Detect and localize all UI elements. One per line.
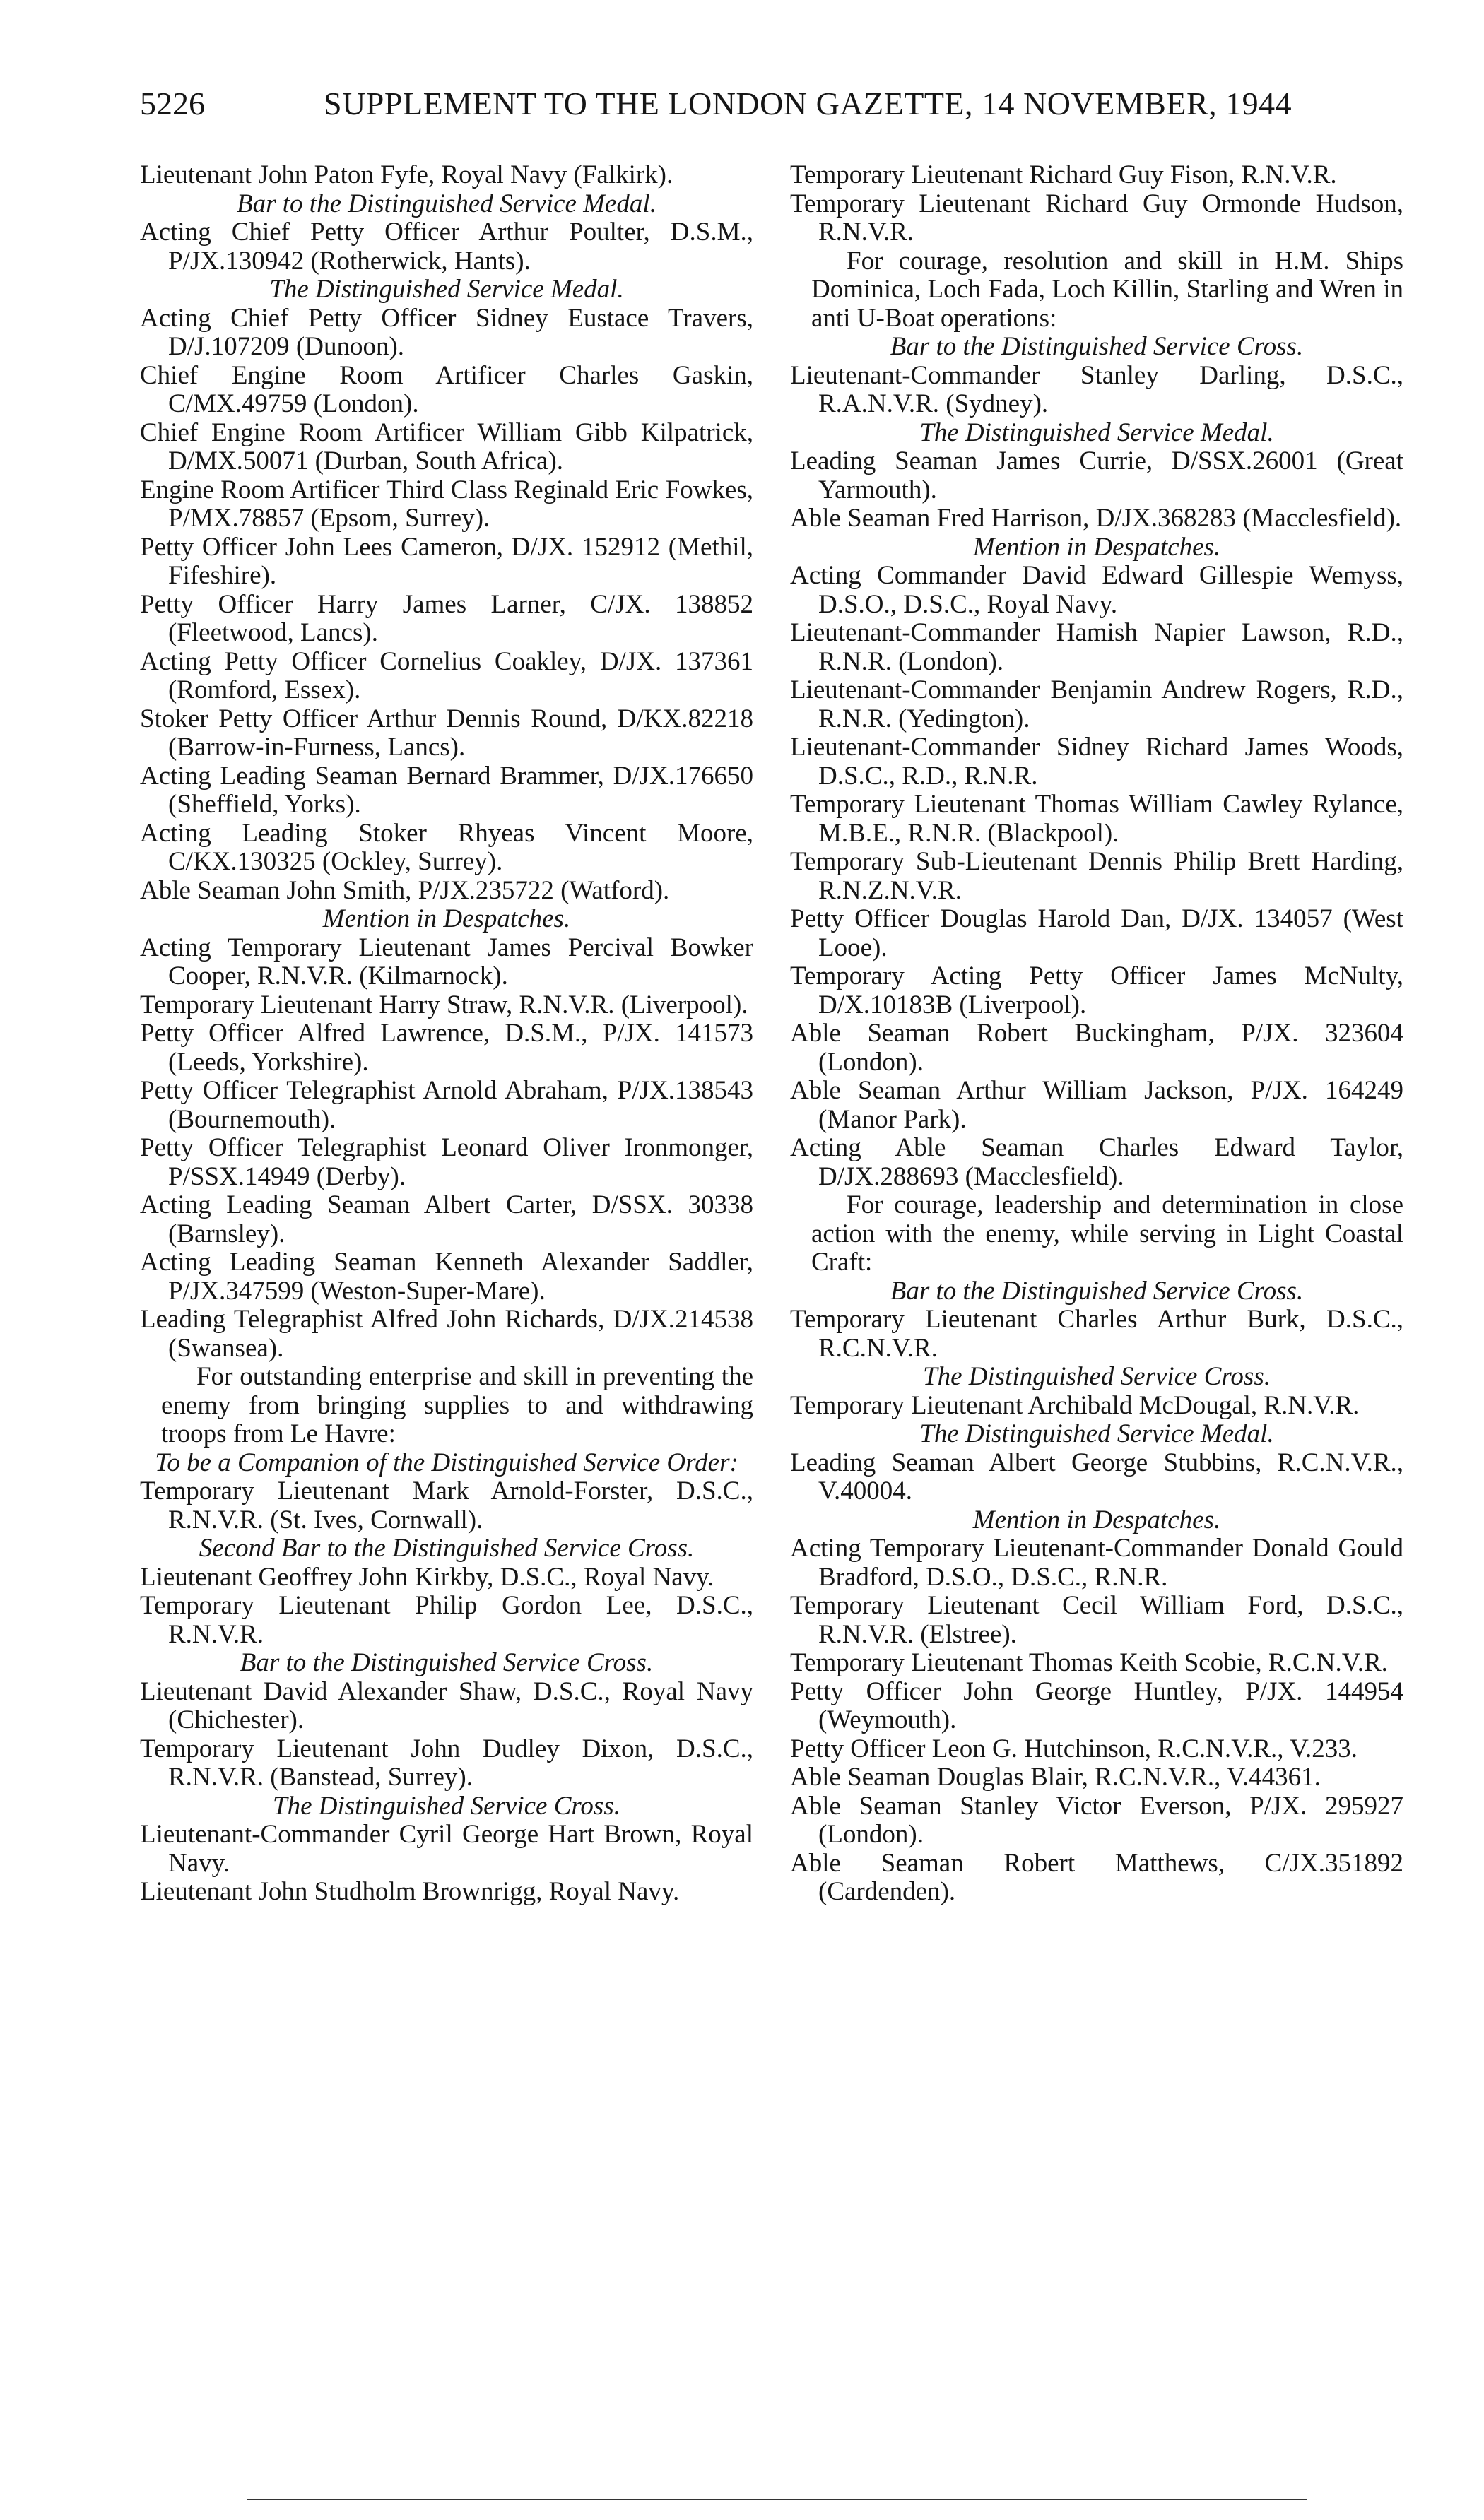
gazette-heading: The Distinguished Service Cross. [273,1791,620,1821]
gazette-entry: Acting Chief Petty Officer Arthur Poulter, D.S.M., P/JX.130942 (Rotherwick, Hants). [140,218,753,276]
gazette-heading: The Distinguished Service Medal. [919,1419,1274,1448]
gazette-entry: Lieutenant-Commander Sidney Richard James Woods, D.S.C., R.D., R.N.R. [790,733,1403,791]
gazette-entry: Acting Commander David Edward Gillespie Wemyss, D.S.O., D.S.C., Royal Navy. [790,561,1403,619]
gazette-heading: Second Bar to the Distinguished Service Cross. [199,1534,695,1563]
gazette-entry: Leading Seaman Albert George Stubbins, R.C.N.V.R., V.40004. [790,1448,1403,1506]
gazette-entry: Lieutenant John Paton Fyfe, Royal Navy (Falkirk). [140,160,673,189]
gazette-entry: Temporary Lieutenant Charles Arthur Burk, D.S.C., R.C.N.V.R. [790,1305,1403,1363]
gazette-entry: Petty Officer Douglas Harold Dan, D/JX. 134057 (West Looe). [790,904,1403,962]
gazette-entry: Acting Leading Seaman Albert Carter, D/SSX. 30338 (Barnsley). [140,1190,753,1248]
gazette-citation: For outstanding enterprise and skill in preventing the enemy from bringing supplies to and withdrawing troops from Le Havre: [161,1362,753,1448]
gazette-heading: Mention in Despatches. [322,904,571,933]
gazette-entry: Temporary Lieutenant Harry Straw, R.N.V.R. (Liverpool). [140,990,748,1019]
gazette-entry: Petty Officer Leon G. Hutchinson, R.C.N.V.R., V.233. [790,1734,1358,1763]
gazette-entry: Acting Able Seaman Charles Edward Taylor, D/JX.288693 (Macclesfield). [790,1133,1403,1191]
gazette-entry: Lieutenant-Commander Stanley Darling, D.S.C., R.A.N.V.R. (Sydney). [790,360,1403,418]
gazette-entry: Lieutenant-Commander Cyril George Hart Brown, Royal Navy. [140,1820,753,1878]
gazette-entry: Engine Room Artificer Third Class Reginald Eric Fowkes, P/MX.78857 (Epsom, Surrey). [140,475,753,533]
gazette-entry: Temporary Sub-Lieutenant Dennis Philip Brett Harding, R.N.Z.N.V.R. [790,847,1403,905]
gazette-entry: Petty Officer Telegraphist Leonard Oliver Ironmonger, P/SSX.14949 (Derby). [140,1133,753,1191]
gazette-entry: Able Seaman Robert Buckingham, P/JX. 323604 (London). [790,1019,1403,1077]
gazette-entry: Temporary Lieutenant Thomas William Cawley Rylance, M.B.E., R.N.R. (Blackpool). [790,790,1403,848]
right-column [790,161,1403,1907]
gazette-heading: Bar to the Distinguished Service Cross. [890,332,1304,361]
gazette-entry: Acting Leading Stoker Rhyeas Vincent Moore, C/KX.130325 (Ockley, Surrey). [140,818,753,876]
gazette-entry: Petty Officer Telegraphist Arnold Abraham, P/JX.138543 (Bournemouth). [140,1076,753,1134]
gazette-entry: Lieutenant-Commander Benjamin Andrew Rogers, R.D., R.N.R. (Yedington). [790,675,1403,733]
gazette-entry: Chief Engine Room Artificer William Gibb Kilpatrick, D/MX.50071 (Durban, South Africa). [140,418,753,475]
gazette-heading: Bar to the Distinguished Service Cross. [890,1276,1304,1306]
gazette-entry: Leading Seaman James Currie, D/SSX.26001 (Great Yarmouth). [790,446,1403,504]
gazette-heading: The Distinguished Service Medal. [269,275,624,304]
gazette-entry: Able Seaman Arthur William Jackson, P/JX. 164249 (Manor Park). [790,1076,1403,1134]
gazette-entry: Lieutenant David Alexander Shaw, D.S.C., Royal Navy (Chichester). [140,1676,753,1734]
gazette-title: SUPPLEMENT TO THE LONDON GAZETTE, 14 NOVEMBER, 1944 [324,85,1292,122]
gazette-entry: Able Seaman Stanley Victor Everson, P/JX. 295927 (London). [790,1791,1403,1849]
left-column-text [140,161,753,1907]
gazette-entry: Able Seaman John Smith, P/JX.235722 (Watford). [140,875,670,905]
gazette-entry: Able Seaman Douglas Blair, R.C.N.V.R., V.44361. [790,1763,1321,1792]
gazette-entry: Lieutenant-Commander Hamish Napier Lawson, R.D., R.N.R. (London). [790,618,1403,676]
gazette-entry: Able Seaman Fred Harrison, D/JX.368283 (Macclesfield). [790,504,1402,533]
gazette-entry: Temporary Lieutenant Thomas Keith Scobie, R.C.N.V.R. [790,1648,1388,1677]
gazette-entry: Petty Officer Harry James Larner, C/JX. 138852 (Fleetwood, Lancs). [140,589,753,647]
right-column-text [790,161,1403,1907]
gazette-heading: Bar to the Distinguished Service Medal. [237,189,656,218]
gazette-entry: Leading Telegraphist Alfred John Richards, D/JX.214538 (Swansea). [140,1305,753,1363]
left-column [140,161,753,1907]
gazette-entry: Temporary Lieutenant Mark Arnold-Forster, D.S.C., R.N.V.R. (St. Ives, Cornwall). [140,1477,753,1534]
page-number: 5226 [140,85,205,122]
gazette-entry: Temporary Lieutenant John Dudley Dixon, D.S.C., R.N.V.R. (Banstead, Surrey). [140,1734,753,1792]
page-header [140,85,1412,134]
gazette-heading: Bar to the Distinguished Service Cross. [240,1648,654,1677]
gazette-entry: Acting Temporary Lieutenant-Commander Donald Gould Bradford, D.S.O., D.S.C., R.N.R. [790,1534,1403,1592]
gazette-entry: Petty Officer John Lees Cameron, D/JX. 152912 (Methil, Fifeshire). [140,532,753,590]
gazette-entry: Acting Petty Officer Cornelius Coakley, D/JX. 137361 (Romford, Essex). [140,646,753,704]
gazette-heading: The Distinguished Service Medal. [919,418,1274,447]
gazette-entry: Acting Leading Seaman Kenneth Alexander Saddler, P/JX.347599 (Weston-Super-Mare). [140,1248,753,1306]
gazette-heading: The Distinguished Service Cross. [923,1362,1271,1391]
gazette-entry: Temporary Lieutenant Philip Gordon Lee, D.S.C., R.N.V.R. [140,1591,753,1649]
gazette-entry: Chief Engine Room Artificer Charles Gaskin, C/MX.49759 (London). [140,360,753,418]
gazette-heading: Mention in Despatches. [972,532,1221,562]
gazette-entry: Lieutenant John Studholm Brownrigg, Royal Navy. [140,1877,680,1906]
gazette-entry: Acting Chief Petty Officer Sidney Eustace Travers, D/J.107209 (Dunoon). [140,303,753,361]
gazette-entry: Able Seaman Robert Matthews, C/JX.351892 (Cardenden). [790,1848,1403,1906]
gazette-entry: Temporary Lieutenant Archibald McDougal, R.N.V.R. [790,1390,1360,1420]
gazette-citation: For courage, leadership and determination in close action with the enemy, while serving in Light Coastal Craft: [811,1190,1403,1277]
gazette-entry: Lieutenant Geoffrey John Kirkby, D.S.C., Royal Navy. [140,1562,714,1592]
gazette-entry: Stoker Petty Officer Arthur Dennis Round, D/KX.82218 (Barrow-in-Furness, Lancs). [140,704,753,762]
gazette-entry: Acting Leading Seaman Bernard Brammer, D/JX.176650 (Sheffield, Yorks). [140,761,753,819]
gazette-entry: Temporary Acting Petty Officer James McNulty, D/X.10183B (Liverpool). [790,962,1403,1019]
gazette-entry: Temporary Lieutenant Richard Guy Fison, R.N.V.R. [790,160,1337,189]
footer-rule [247,2499,1307,2500]
gazette-citation: For courage, resolution and skill in H.M. Ships Dominica, Loch Fada, Loch Killin, Starling and Wren in anti U-Boat operations: [811,246,1403,333]
gazette-heading: To be a Companion of the Distinguished Service Order: [155,1448,738,1477]
gazette-entry: Petty Officer John George Huntley, P/JX. 144954 (Weymouth). [790,1676,1403,1734]
gazette-entry: Acting Temporary Lieutenant James Percival Bowker Cooper, R.N.V.R. (Kilmarnock). [140,933,753,990]
gazette-entry: Temporary Lieutenant Cecil William Ford, D.S.C., R.N.V.R. (Elstree). [790,1591,1403,1649]
gazette-entry: Petty Officer Alfred Lawrence, D.S.M., P/JX. 141573 (Leeds, Yorkshire). [140,1019,753,1077]
gazette-entry: Temporary Lieutenant Richard Guy Ormonde Hudson, R.N.V.R. [790,189,1403,247]
gazette-heading: Mention in Despatches. [972,1505,1221,1534]
